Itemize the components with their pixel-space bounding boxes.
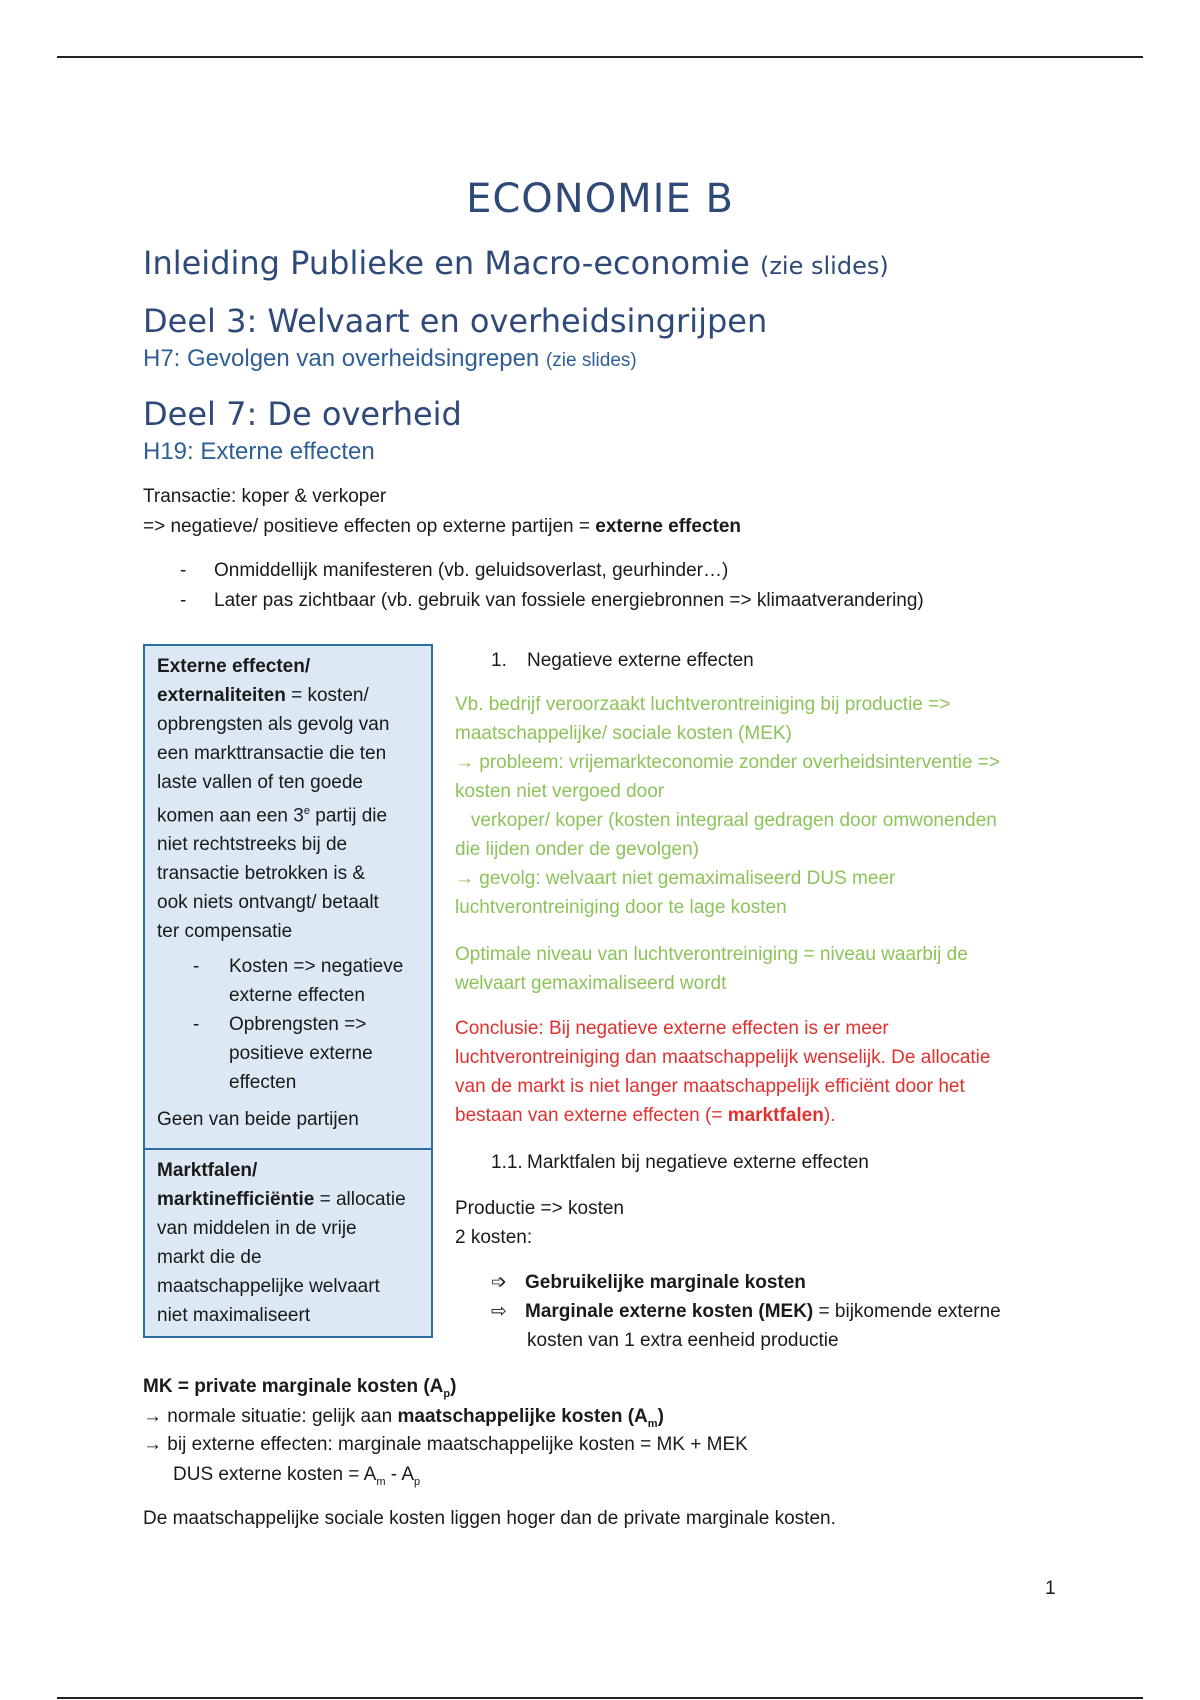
cost-item-1: ➩ Gebruikelijke marginale kosten [491,1268,806,1297]
arrow-right-icon: ➩ [491,1272,507,1293]
mk-definition: MK = private marginale kosten $(A_p)$ [143,1376,457,1400]
cost-item-2-cont: kosten van 1 extra eenheid productie [527,1330,839,1351]
intro-heading-note: (zie slides) [759,252,889,280]
intro-bullet-2: - Later pas zichtbaar (vb. gebruik van fossiele energiebronnen => klimaatverandering) [180,590,924,611]
definition-box-external-effects: Externe effecten/ externaliteiten = kosten/ opbrengsten als gevolg van een markttransactie die ten laste vallen of ten goede komen aan een 3e partij die niet rechtstreeks bij de transactie betrokken is & ook niets ontvangt/ betaalt ter compensatie - Kosten => negatieve externe effecten - Opbrengsten => positieve externe effecten Geen van beide partijen [143,644,433,1150]
list-item: - Opbrengsten => positieve externe effecten [193,1010,419,1097]
definition-box-market-failure: Marktfalen/ marktinefficiëntie = allocatie van middelen in de vrije markt die de maatschappelijke welvaart niet maximaliseert [143,1148,433,1338]
part7-chapter: H19: Externe effecten [143,438,375,465]
document-title: ECONOMIE B [466,176,734,222]
external-effects-formula: → bij externe effecten: marginale maatschappelijke kosten = MK + MEK [143,1434,748,1455]
red-conclusion: Conclusie: Bij negatieve externe effecten is er meer luchtverontreiniging dan maatschappelijk wenselijk. De allocatie van de markt is niet langer maatschappelijk efficiënt door het bestaan van externe effecten (= marktfalen). [455,1018,991,1126]
green-example: Vb. bedrijf veroorzaakt luchtverontreiniging bij productie => maatschappelijke/ sociale kosten (MEK) → probleem: vrijemarkteconomie zonder overheidsinterventie => kosten niet vergoed door verkoper/ koper (kosten integraal gedragen door omwonenden die lijden onder de gevolgen) → gevolg: welvaart niet gemaximaliseerd DUS meer luchtverontreiniging door te lage kosten [455,694,1000,918]
part3-chapter: H7: Gevolgen van overheidsingrepen (zie slides) [143,345,637,372]
section-1-heading: 1. Negatieve externe effecten [491,650,754,671]
box2-term: Marktfalen/ [157,1160,258,1181]
subsection-1-1-heading: 1.1. Marktfalen bij negatieve externe effecten [491,1152,869,1173]
part3-chapter-note: (zie slides) [545,350,637,371]
bottom-rule [57,1697,1143,1699]
normal-situation-line: → normale situatie: gelijk aan maatschappelijke kosten $(A_m)$ [143,1406,664,1430]
transaction-line: Transactie: koper & verkoper [143,486,387,507]
intro-bullet-1: - Onmiddellijk manifesteren (vb. geluidsoverlast, geurhinder…) [180,560,729,581]
part7-heading: Deel 7: De overheid [143,395,462,433]
list-item: - Kosten => negatieve externe effecten [193,952,419,1010]
arrow-right-icon: ⇨ [491,1301,507,1322]
top-rule [57,56,1143,58]
external-costs-formula: DUS externe kosten = $A_m - A_p$ [173,1464,421,1488]
part3-heading: Deel 3: Welvaart en overheidsingrijpen [143,302,768,340]
external-effects-line: => negatieve/ positieve effecten op externe partijen = externe effecten [143,516,742,537]
production-line: Productie => kosten [455,1198,624,1219]
page-number: 1 [1045,1578,1056,1599]
cost-item-2: ⇨ Marginale externe kosten (MEK) = bijkomende externe [491,1297,1001,1326]
two-costs-line: 2 kosten: [455,1227,533,1248]
green-optimum: Optimale niveau van luchtverontreiniging = niveau waarbij de welvaart gemaximaliseerd wordt [455,944,968,994]
box1-bullets [157,952,419,1097]
intro-heading: Inleiding Publieke en Macro-economie (zie slides) [143,244,889,282]
box1-term: Externe effecten/ [157,656,311,677]
closing-sentence: De maatschappelijke sociale kosten liggen hoger dan de private marginale kosten. [143,1508,836,1529]
